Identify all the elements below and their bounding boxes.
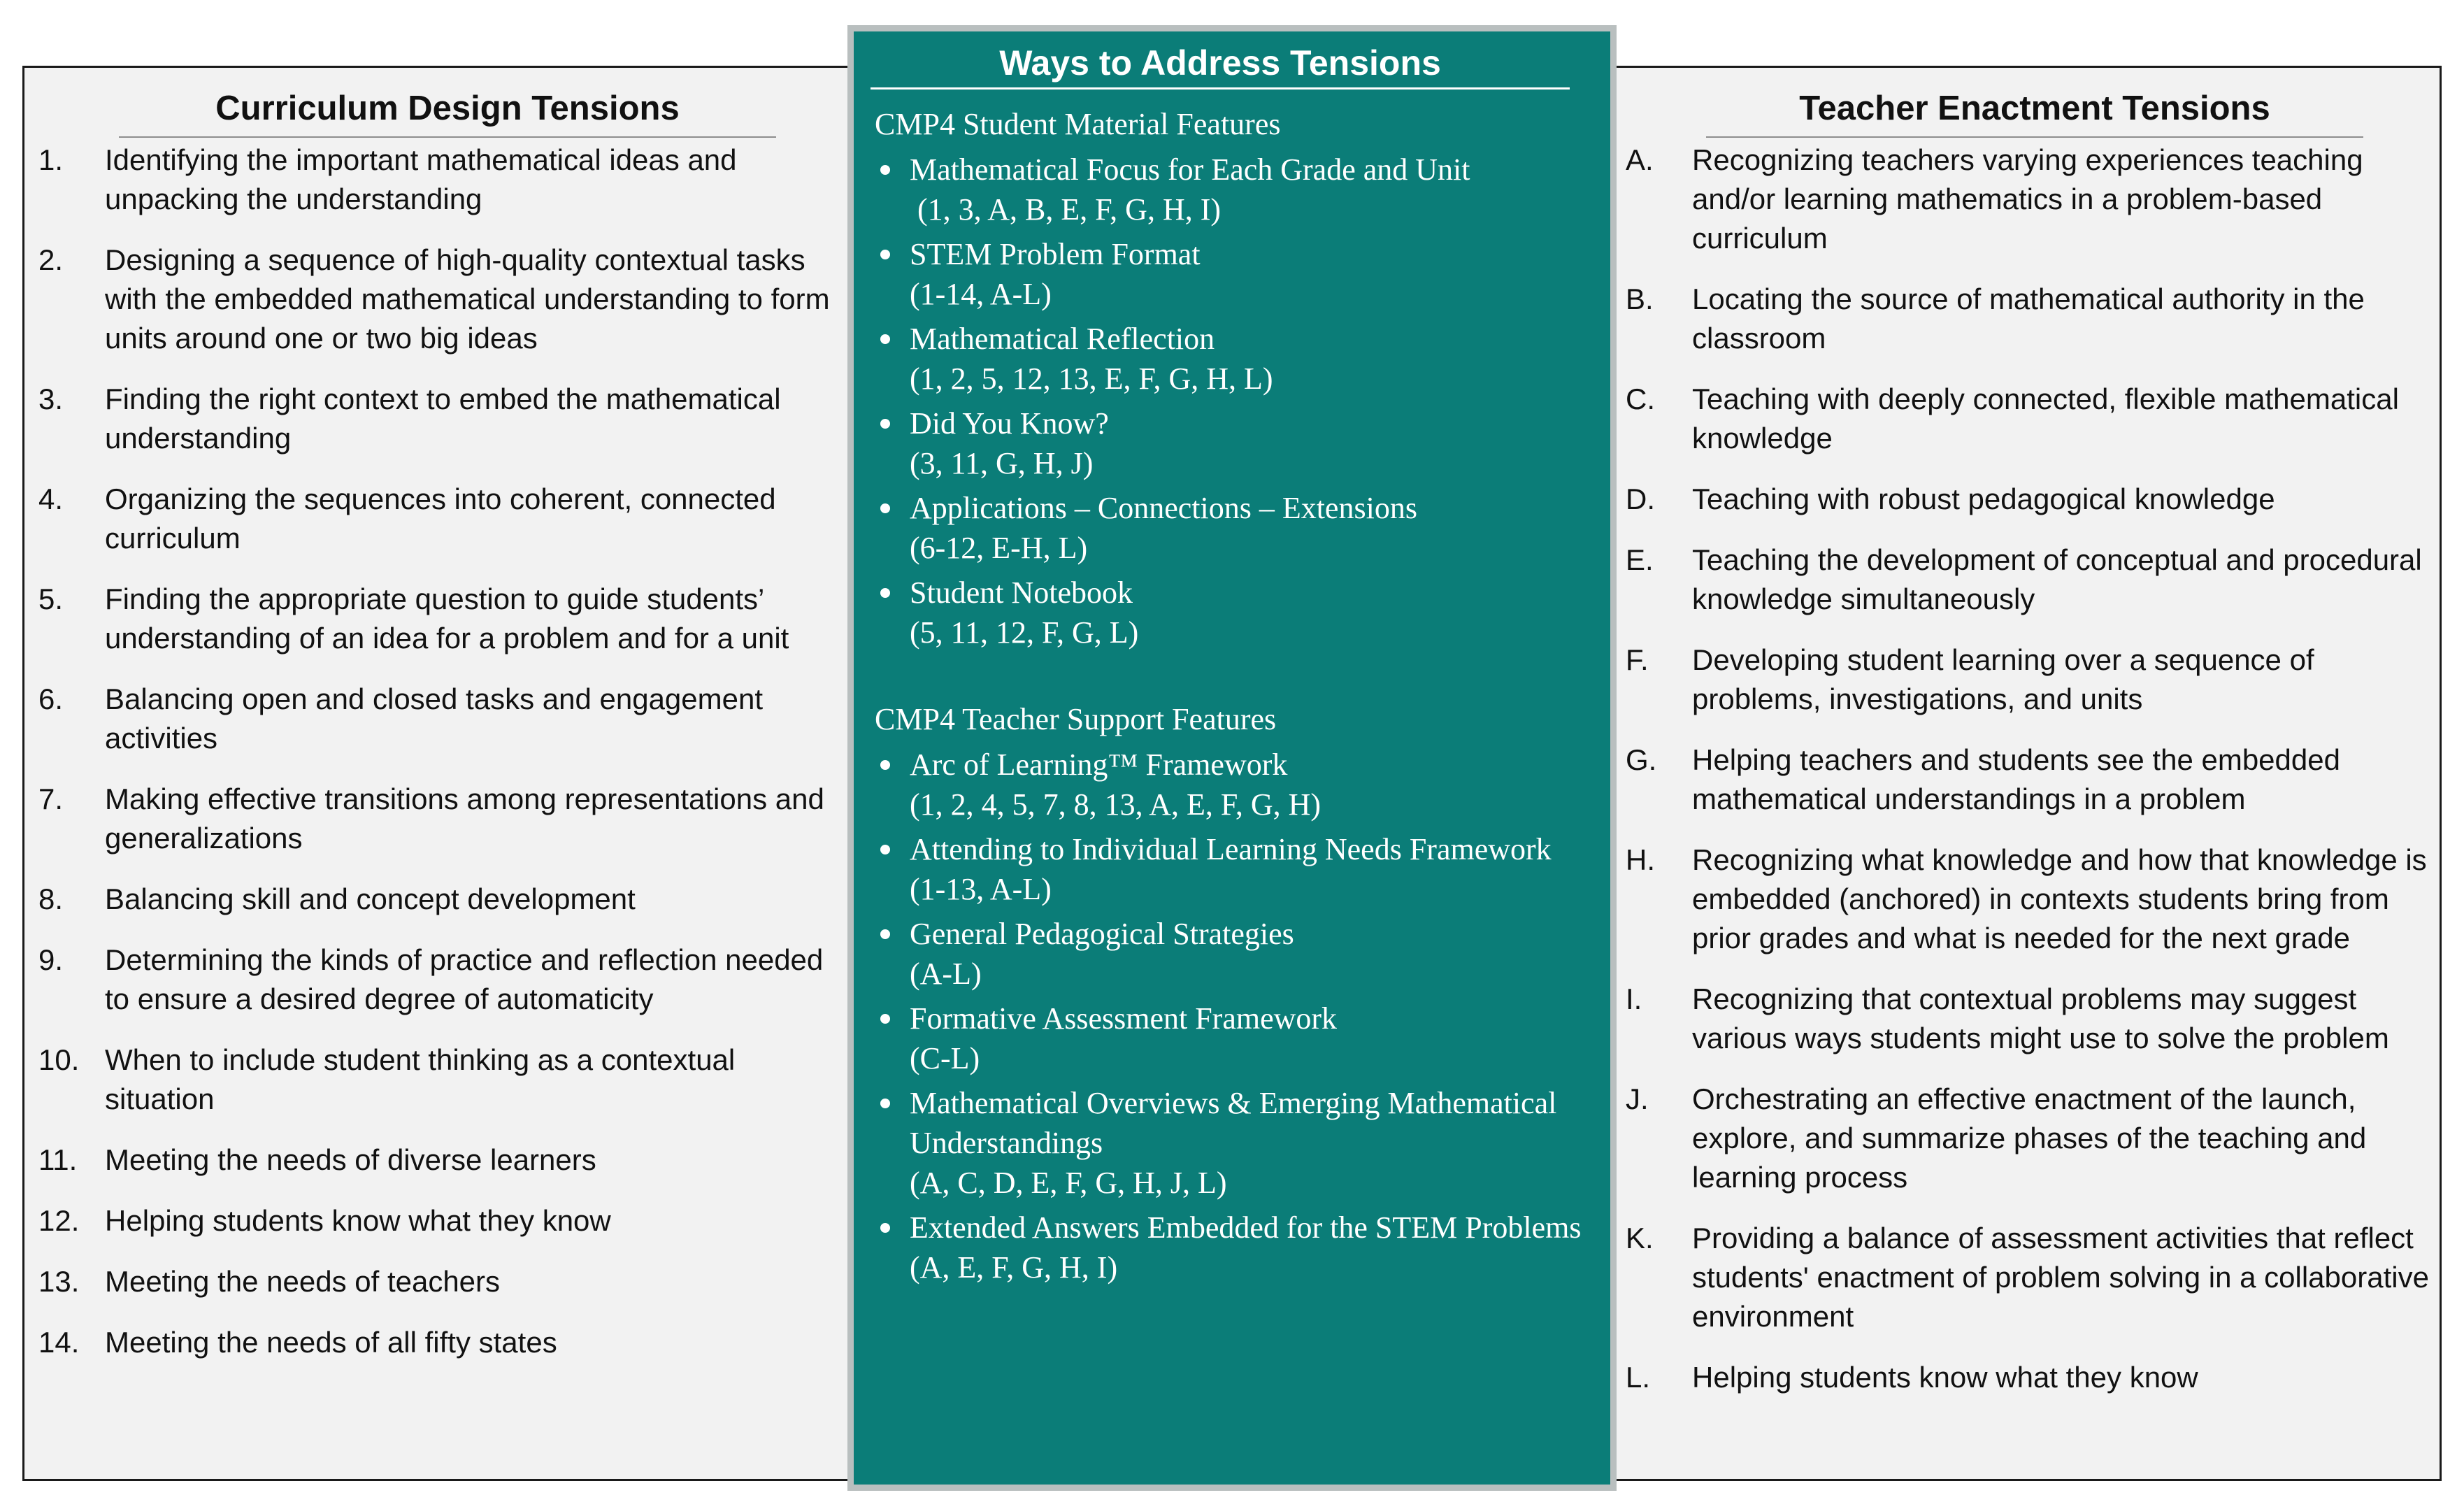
teacher-tension-item-text: Teaching with deeply connected, flexible mathematical knowledge (1692, 382, 2399, 455)
teacher-support-feature-codes: (1-13, A-L) (910, 872, 1052, 906)
student-material-feature-name: Mathematical Reflection (910, 322, 1215, 356)
curriculum-tension-item (38, 380, 843, 458)
teacher-tension-item (1626, 1080, 2430, 1197)
curriculum-tension-item (38, 1262, 843, 1301)
teacher-support-feature (875, 829, 1589, 909)
curriculum-tension-item-text: Making effective transitions among representations and generalizations (105, 782, 824, 854)
student-material-feature (875, 403, 1589, 483)
teacher-tension-item-text: Teaching with robust pedagogical knowledge (1692, 482, 2275, 515)
curriculum-design-tensions-panel (22, 66, 854, 1481)
bullet-icon (880, 845, 890, 854)
bullet-icon (880, 503, 890, 513)
student-material-feature (875, 234, 1589, 314)
teacher-support-feature-name: Extended Answers Embedded for the STEM Problems (910, 1210, 1582, 1245)
teacher-tension-item-marker: G. (1626, 743, 1657, 776)
teacher-support-features-heading: CMP4 Teacher Support Features (875, 702, 1277, 736)
student-material-feature (875, 150, 1589, 229)
teacher-support-feature-codes: (C-L) (910, 1041, 980, 1075)
curriculum-tension-item (38, 480, 843, 558)
bullet-icon (880, 1223, 890, 1233)
curriculum-tension-item-marker: 8. (38, 882, 64, 915)
teacher-tension-item (1626, 380, 2430, 458)
teacher-tension-item (1626, 1219, 2430, 1336)
teacher-tension-item (1626, 141, 2430, 258)
curriculum-tension-item-text: Designing a sequence of high-quality contextual tasks with the embedded mathematical understanding to form units around one or two big ideas (105, 243, 830, 355)
curriculum-tension-item-text: Balancing open and closed tasks and engagement activities (105, 682, 764, 754)
curriculum-tension-item-text: Meeting the needs of teachers (105, 1265, 501, 1298)
teacher-support-feature-name: Attending to Individual Learning Needs Framework (910, 832, 1552, 866)
teacher-enactment-tensions-panel (1610, 66, 2442, 1481)
teacher-tension-item (1626, 641, 2430, 719)
teacher-tension-item-text: Recognizing teachers varying experiences teaching and/or learning mathematics in a problem-based curriculum (1692, 143, 2363, 255)
bullet-icon (880, 250, 890, 259)
teacher-support-feature-codes: (A, E, F, G, H, I) (910, 1250, 1118, 1285)
teacher-tension-item-marker: J. (1626, 1082, 1649, 1115)
student-material-feature-codes: (1, 2, 5, 12, 13, E, F, G, H, L) (910, 362, 1273, 396)
teacher-tension-item-marker: F. (1626, 643, 1649, 676)
bullet-icon (880, 588, 890, 598)
student-material-feature-name: Mathematical Focus for Each Grade and Unit (910, 152, 1470, 187)
teacher-tension-item-marker: H. (1626, 843, 1655, 876)
curriculum-tension-item-marker: 9. (38, 943, 64, 976)
curriculum-tension-item-marker: 6. (38, 682, 64, 715)
teacher-support-feature (875, 999, 1589, 1078)
teacher-tension-item-marker: L. (1626, 1361, 1651, 1394)
curriculum-tension-item-marker: 5. (38, 582, 64, 615)
student-material-feature (875, 319, 1589, 399)
curriculum-tension-item-marker: 14. (38, 1326, 80, 1359)
teacher-tension-item-marker: K. (1626, 1222, 1654, 1254)
bullet-icon (880, 760, 890, 770)
teacher-tension-item (1626, 980, 2430, 1058)
teacher-support-features-list (875, 745, 1589, 1287)
teacher-tension-item-marker: C. (1626, 382, 1655, 415)
teacher-tension-item-marker: A. (1626, 143, 1654, 176)
curriculum-tension-item-marker: 4. (38, 482, 64, 515)
teacher-support-feature-name: Arc of Learning™ Framework (910, 748, 1288, 782)
teacher-support-feature (875, 1083, 1589, 1203)
curriculum-tension-item-text: Meeting the needs of diverse learners (105, 1143, 596, 1176)
curriculum-tension-item-marker: 3. (38, 382, 64, 415)
teacher-support-feature-codes: (A-L) (910, 957, 982, 991)
student-material-feature-name: Student Notebook (910, 575, 1133, 610)
student-material-feature-name: Did You Know? (910, 406, 1109, 441)
student-material-features-heading: CMP4 Student Material Features (875, 107, 1281, 141)
teacher-tension-item (1626, 1358, 2430, 1397)
student-material-feature-name: STEM Problem Format (910, 237, 1201, 271)
curriculum-tension-item (38, 580, 843, 658)
teacher-tension-item-marker: B. (1626, 282, 1654, 315)
teacher-enactment-tensions-list (1626, 141, 2430, 1419)
teacher-support-feature-codes: (A, C, D, E, F, G, H, J, L) (910, 1166, 1227, 1200)
bullet-icon (880, 419, 890, 429)
curriculum-tension-item (38, 1323, 843, 1362)
curriculum-tension-item-marker: 11. (38, 1143, 78, 1176)
student-material-feature-name: Applications – Connections – Extensions (910, 491, 1417, 525)
teacher-tension-item-text: Orchestrating an effective enactment of the launch, explore, and summarize phases of the teaching and learning process (1692, 1082, 2367, 1194)
teacher-tension-item (1626, 480, 2430, 519)
curriculum-tension-item-text: Finding the appropriate question to guide students’ understanding of an idea for a problem and for a unit (105, 582, 789, 655)
curriculum-design-tensions-list (38, 141, 843, 1384)
bullet-icon (880, 334, 890, 344)
curriculum-tension-item-marker: 10. (38, 1043, 80, 1076)
teacher-support-feature-name: Formative Assessment Framework (910, 1001, 1338, 1036)
student-material-feature (875, 573, 1589, 652)
curriculum-tension-item-text: When to include student thinking as a contextual situation (105, 1043, 736, 1115)
curriculum-tension-item (38, 880, 843, 919)
ways-to-address-tensions-title: Ways to Address Tensions (871, 38, 1570, 90)
teacher-support-feature (875, 1208, 1589, 1287)
teacher-support-feature (875, 745, 1589, 824)
curriculum-tension-item-marker: 13. (38, 1265, 80, 1298)
student-material-feature (875, 488, 1589, 568)
teacher-tension-item-text: Teaching the development of conceptual and procedural knowledge simultaneously (1692, 543, 2422, 615)
curriculum-tension-item-marker: 12. (38, 1204, 80, 1237)
curriculum-tension-item (38, 1201, 843, 1240)
teacher-tension-item-text: Helping teachers and students see the embedded mathematical understandings in a problem (1692, 743, 2340, 815)
teacher-tension-item-marker: I. (1626, 982, 1642, 1015)
teacher-support-feature-codes: (1, 2, 4, 5, 7, 8, 13, A, E, F, G, H) (910, 787, 1321, 822)
student-material-feature-codes: (1-14, A-L) (910, 277, 1052, 311)
teacher-tension-item (1626, 841, 2430, 958)
student-material-feature-codes: (3, 11, G, H, J) (910, 446, 1094, 480)
curriculum-tension-item-marker: 7. (38, 782, 64, 815)
curriculum-tension-item-marker: 2. (38, 243, 64, 276)
teacher-support-feature-name: Mathematical Overviews & Emerging Mathematical Understandings (910, 1086, 1557, 1160)
curriculum-tension-item-text: Balancing skill and concept development (105, 882, 636, 915)
curriculum-tension-item-text: Determining the kinds of practice and reflection needed to ensure a desired degree of automaticity (105, 943, 824, 1015)
curriculum-design-tensions-title: Curriculum Design Tensions (119, 80, 776, 138)
teacher-tension-item-text: Locating the source of mathematical authority in the classroom (1692, 282, 2365, 355)
bullet-icon (880, 929, 890, 939)
ways-to-address-tensions-panel (847, 25, 1617, 1491)
bullet-icon (880, 165, 890, 175)
teacher-tension-item-text: Helping students know what they know (1692, 1361, 2198, 1394)
curriculum-tension-item (38, 141, 843, 219)
teacher-support-feature (875, 914, 1589, 994)
teacher-tension-item-text: Developing student learning over a sequence of problems, investigations, and units (1692, 643, 2314, 715)
teacher-tension-item (1626, 741, 2430, 819)
student-material-feature-codes: (1, 3, A, B, E, F, G, H, I) (910, 192, 1222, 227)
student-material-feature-codes: (6-12, E-H, L) (910, 531, 1088, 565)
teacher-tension-item-marker: D. (1626, 482, 1655, 515)
teacher-support-feature-name: General Pedagogical Strategies (910, 917, 1294, 951)
section-spacer (875, 657, 1589, 699)
curriculum-tension-item (38, 780, 843, 858)
curriculum-tension-item (38, 1140, 843, 1180)
curriculum-tension-item (38, 1040, 843, 1119)
teacher-tension-item-text: Providing a balance of assessment activities that reflect students' enactment of problem solving in a collaborative environment (1692, 1222, 2429, 1333)
student-material-feature-codes: (5, 11, 12, F, G, L) (910, 615, 1139, 650)
curriculum-tension-item-text: Organizing the sequences into coherent, connected curriculum (105, 482, 776, 555)
teacher-tension-item-text: Recognizing what knowledge and how that knowledge is embedded (anchored) in contexts students bring from prior grades and what is needed for the next grade (1692, 843, 2427, 954)
teacher-enactment-tensions-title: Teacher Enactment Tensions (1706, 80, 2363, 138)
curriculum-tension-item-text: Helping students know what they know (105, 1204, 611, 1237)
curriculum-tension-item-marker: 1. (38, 143, 64, 176)
center-feature-list (875, 104, 1589, 1292)
teacher-tension-item-text: Recognizing that contextual problems may suggest various ways students might use to solve the problem (1692, 982, 2389, 1054)
curriculum-tension-item-text: Meeting the needs of all fifty states (105, 1326, 557, 1359)
bullet-icon (880, 1014, 890, 1024)
teacher-tension-item (1626, 541, 2430, 619)
student-material-features-list (875, 150, 1589, 652)
curriculum-tension-item-text: Identifying the important mathematical ideas and unpacking the understanding (105, 143, 737, 215)
curriculum-tension-item (38, 940, 843, 1019)
teacher-tension-item (1626, 280, 2430, 358)
curriculum-tension-item (38, 241, 843, 358)
bullet-icon (880, 1099, 890, 1108)
teacher-tension-item-marker: E. (1626, 543, 1654, 576)
curriculum-tension-item (38, 680, 843, 758)
curriculum-tension-item-text: Finding the right context to embed the mathematical understanding (105, 382, 781, 455)
